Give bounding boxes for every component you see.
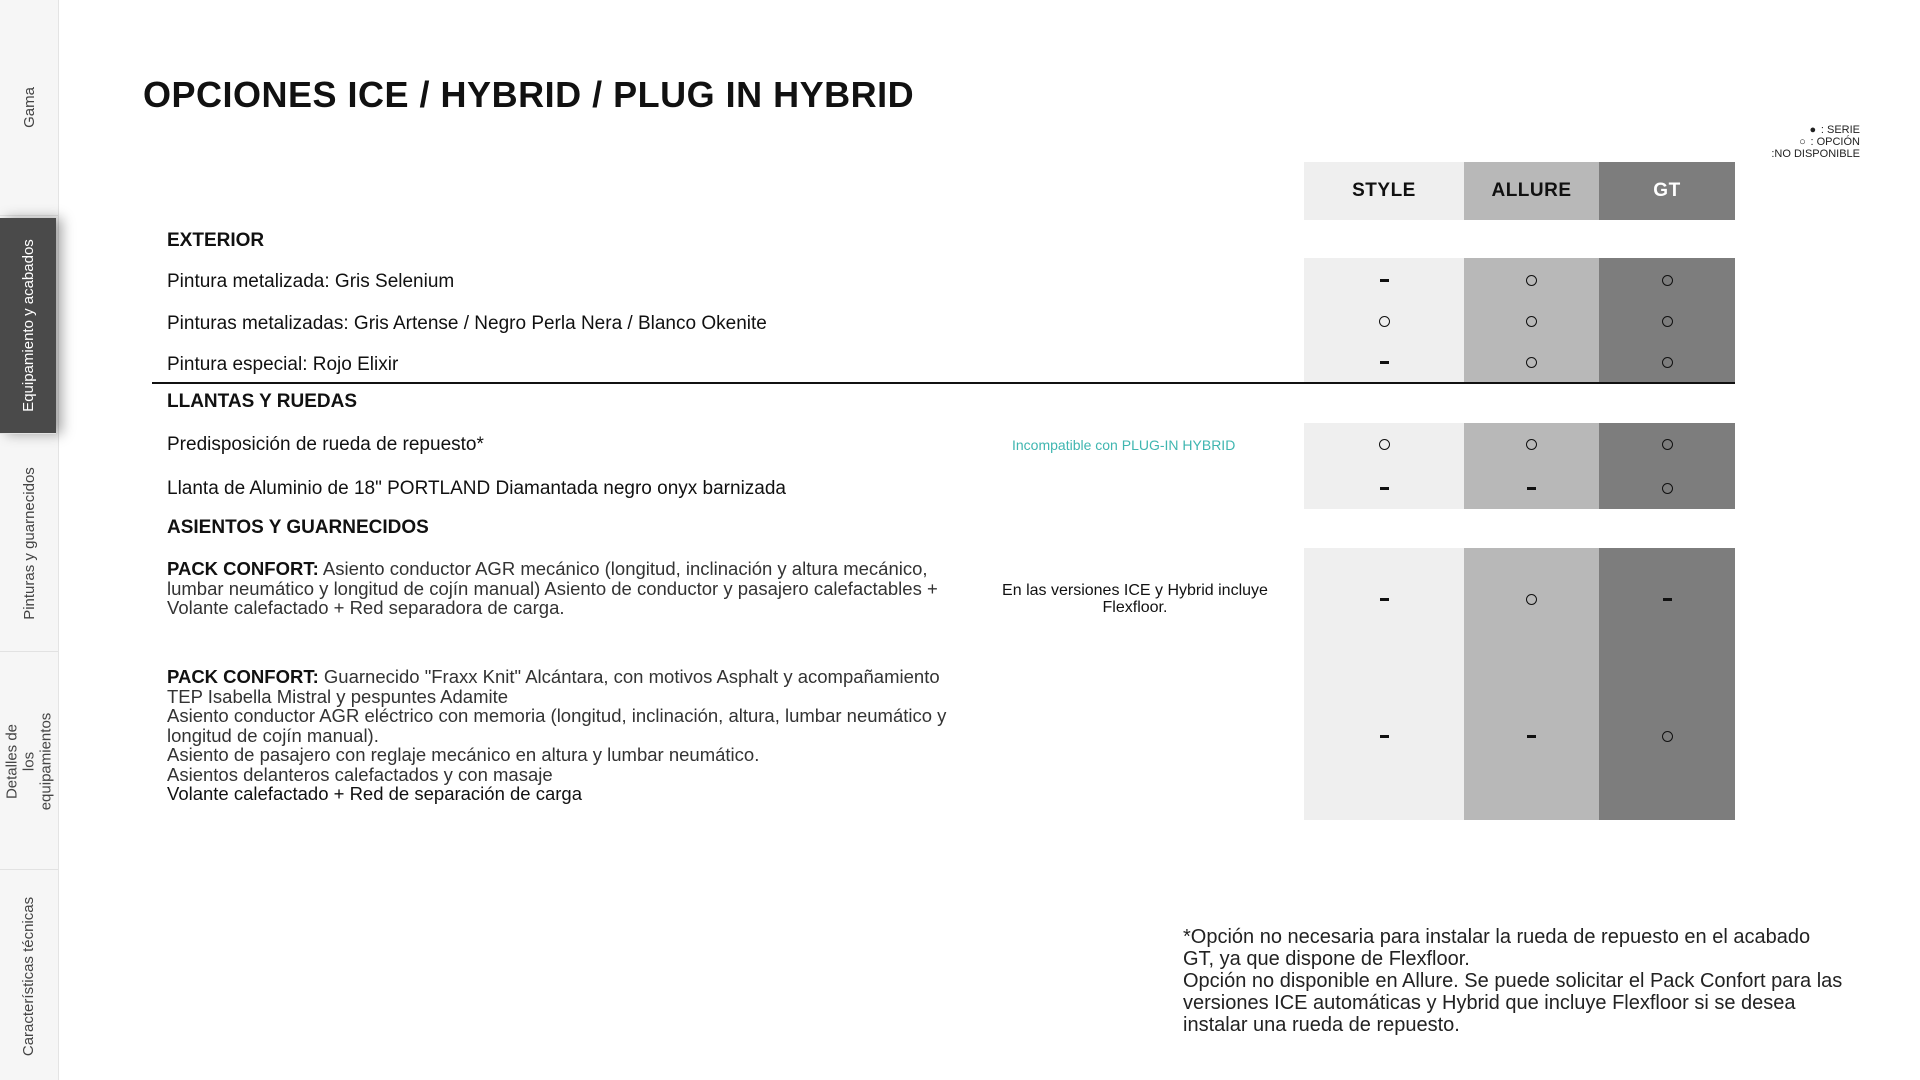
availability-cell [1652,589,1682,609]
legend-opcion: ○ : OPCIÓN [1799,136,1860,148]
option-circle-icon [1379,439,1390,450]
section-title-llantas: LLANTAS Y RUEDAS [167,391,358,412]
sidebar-tab-label: Detalles de los equipamientos [3,712,55,811]
option-circle-icon [1379,316,1390,327]
section-divider [152,382,1735,384]
option-circle-icon [1526,275,1537,286]
footnote-line: *Opción no necesaria para instalar la rueda de repuesto en el acabado GT, ya que dispone de Flexfloor. [1183,926,1811,970]
not-available-dash-icon [1380,361,1389,364]
pack-line: Asiento conductor AGR eléctrico con memoria (longitud, inclinación, altura, lumbar neumático y longitud de cojín manual). [167,705,947,746]
not-available-dash-icon [1527,487,1536,490]
legend [1771,124,1860,160]
column-header-style: STYLE [1304,162,1464,220]
option-label: Pintura especial: Rojo Elixir [167,354,399,375]
not-available-dash-icon [1380,598,1389,601]
pack-line: Asiento de pasajero con reglaje mecánico en altura y lumbar neumático. [167,744,760,765]
availability-cell [1652,352,1682,372]
column-header-gt: GT [1599,162,1735,220]
pack-line: Asientos delanteros calefactados y con masaje [167,763,553,785]
sidebar-tab-label: Gama [20,87,38,128]
availability-cell [1652,311,1682,331]
sidebar-tab-caracteristicas[interactable] [0,872,58,1080]
option-label: Llanta de Aluminio de 18" PORTLAND Diamantada negro onyx barnizada [167,478,786,499]
pack-line: Volante calefactado + Red de separación de carga [167,783,583,804]
section-title-exterior: EXTERIOR [167,230,265,251]
footnote-line: Opción no disponible en Allure. Se puede solicitar el Pack Confort para las versiones ICE automáticas y Hybrid que incluye Flexfloor si se desea instalar una rueda de repuesto. [1183,970,1843,1036]
sidebar-tab-label: Características técnicas [20,896,38,1056]
sidebar-nav [0,0,59,1080]
availability-cell [1652,270,1682,290]
availability-cell [1516,478,1546,498]
not-available-dash-icon [1527,735,1536,738]
availability-cell [1369,352,1399,372]
not-available-dash-icon [1380,735,1389,738]
open-circle-icon: ○ [1799,136,1806,148]
option-circle-icon [1662,316,1673,327]
option-circle-icon [1526,316,1537,327]
option-circle-icon [1662,357,1673,368]
pack-confort-1 [167,559,957,618]
availability-cell [1369,589,1399,609]
availability-cell [1652,478,1682,498]
availability-cell [1516,589,1546,609]
filled-dot-icon: ● [1809,124,1817,136]
flexfloor-note: En las versiones ICE y Hybrid incluye Flexfloor. [1002,582,1268,616]
availability-cell [1516,726,1546,746]
pack-title: PACK CONFORT: [167,666,319,687]
sidebar-tab-pinturas[interactable] [0,436,58,652]
sidebar-tab-gama[interactable] [0,0,58,216]
footnote [1183,926,1843,1036]
sidebar-tab-label: Pinturas y guarnecidos [20,467,38,620]
not-available-dash-icon [1380,487,1389,490]
option-circle-icon [1526,357,1537,368]
availability-cell [1516,311,1546,331]
option-circle-icon [1662,439,1673,450]
pack-title: PACK CONFORT: [167,558,319,579]
legend-no-disponible: :NO DISPONIBLE [1771,148,1860,160]
option-circle-icon [1662,731,1673,742]
sidebar-tab-equipamiento[interactable] [0,218,56,434]
availability-cell [1369,726,1399,746]
pack-description: Asiento conductor AGR mecánico (longitud, inclinación y altura mecánico, lumbar neumático y longitud de cojín manual) Asiento de conductor y pasajero calefactables + Volante calefactado + Red separadora de carga. [167,558,938,618]
page-title: OPCIONES ICE / HYBRID / PLUG IN HYBRID [143,74,915,115]
availability-cell [1369,434,1399,454]
incompatibility-note: Incompatible con PLUG-IN HYBRID [1012,437,1236,453]
availability-cell [1516,270,1546,290]
section-title-asientos: ASIENTOS Y GUARNECIDOS [167,517,429,538]
option-label: Predisposición de rueda de repuesto* [167,434,484,455]
availability-cell [1369,311,1399,331]
option-label: Pintura metalizada: Gris Selenium [167,271,455,292]
sidebar-tab-detalles[interactable] [0,654,58,870]
pack-confort-2 [167,667,957,804]
availability-cell [1516,434,1546,454]
legend-serie: ● : SERIE [1809,124,1860,136]
option-circle-icon [1662,483,1673,494]
not-available-dash-icon [1663,598,1672,601]
sidebar-tab-label: Equipamiento y acabados [19,239,37,412]
availability-cell [1369,270,1399,290]
availability-cell [1652,726,1682,746]
not-available-dash-icon [1380,279,1389,282]
column-header-allure: ALLURE [1464,162,1599,220]
option-label: Pinturas metalizadas: Gris Artense / Negro Perla Nera / Blanco Okenite [167,313,767,334]
availability-cell [1516,352,1546,372]
option-circle-icon [1526,594,1537,605]
availability-cell [1652,434,1682,454]
option-circle-icon [1662,275,1673,286]
pack-line: PACK CONFORT: Guarnecido "Fraxx Knit" Alcántara, con motivos Asphalt y acompañamiento TEP Isabella Mistral y pespuntes Adamite [167,666,940,707]
availability-cell [1369,478,1399,498]
option-circle-icon [1526,439,1537,450]
